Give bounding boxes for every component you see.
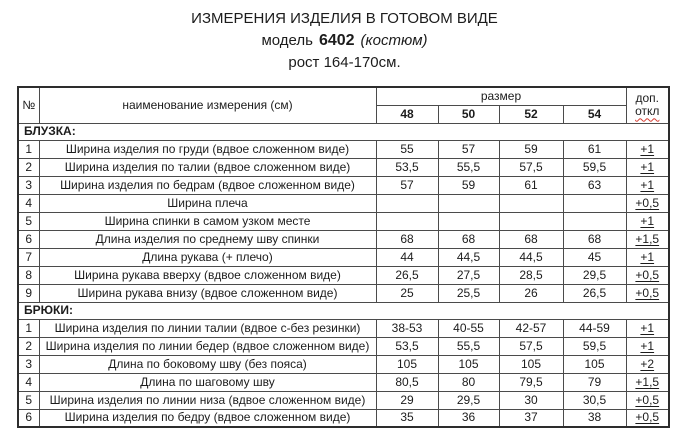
document-title-block xyxy=(0,8,689,74)
value-size-48: 53,5 xyxy=(376,337,438,355)
value-size-50: 59 xyxy=(438,176,499,194)
table-header xyxy=(18,87,669,123)
measurement-name: Ширина изделия по линии низа (вдвое сложенном виде) xyxy=(39,391,376,409)
value-size-52: 28,5 xyxy=(499,266,563,284)
section-label: БЛУЗКА: xyxy=(18,123,669,140)
tolerance-text: +1 xyxy=(640,249,655,264)
row-number: 3 xyxy=(18,355,39,373)
value-size-48 xyxy=(376,194,438,212)
tolerance-text: +1 xyxy=(640,213,655,228)
table-row xyxy=(18,176,669,194)
table-row xyxy=(18,158,669,176)
value-size-52: 37 xyxy=(499,409,563,427)
col-header-size-54: 54 xyxy=(563,105,626,123)
value-size-50: 36 xyxy=(438,409,499,427)
table-row xyxy=(18,266,669,284)
tolerance-value xyxy=(626,337,669,355)
tolerance-value xyxy=(626,266,669,284)
value-size-54: 44-59 xyxy=(563,319,626,337)
table-row xyxy=(18,248,669,266)
tolerance-value xyxy=(626,355,669,373)
value-size-52: 105 xyxy=(499,355,563,373)
value-size-50: 40-55 xyxy=(438,319,499,337)
table-row xyxy=(18,284,669,302)
value-size-48: 25 xyxy=(376,284,438,302)
value-size-52: 57,5 xyxy=(499,337,563,355)
table-row xyxy=(18,140,669,158)
row-number: 4 xyxy=(18,373,39,391)
value-size-54: 61 xyxy=(563,140,626,158)
measurement-name: Ширина плеча xyxy=(39,194,376,212)
value-size-50: 29,5 xyxy=(438,391,499,409)
value-size-48: 35 xyxy=(376,409,438,427)
tolerance-value xyxy=(626,373,669,391)
value-size-50: 105 xyxy=(438,355,499,373)
value-size-48: 44 xyxy=(376,248,438,266)
value-size-52: 42-57 xyxy=(499,319,563,337)
height-text: рост 164-170см. xyxy=(288,54,401,71)
value-size-48: 68 xyxy=(376,230,438,248)
value-size-50: 44,5 xyxy=(438,248,499,266)
value-size-48 xyxy=(376,212,438,230)
row-number: 7 xyxy=(18,248,39,266)
value-size-52: 26 xyxy=(499,284,563,302)
table-row xyxy=(18,355,669,373)
tolerance-header-line1: доп. xyxy=(635,91,659,106)
value-size-50 xyxy=(438,194,499,212)
header-row-1 xyxy=(18,87,669,105)
value-size-52 xyxy=(499,212,563,230)
value-size-48: 29 xyxy=(376,391,438,409)
model-line xyxy=(0,30,689,52)
tolerance-text: +0,5 xyxy=(635,392,660,407)
value-size-54: 29,5 xyxy=(563,266,626,284)
table-row xyxy=(18,337,669,355)
value-size-48: 38-53 xyxy=(376,319,438,337)
value-size-54: 79 xyxy=(563,373,626,391)
title-line1: ИЗМЕРЕНИЯ ИЗДЕЛИЯ В ГОТОВОМ ВИДЕ xyxy=(191,10,498,27)
tolerance-text: +1 xyxy=(640,159,655,174)
value-size-52: 44,5 xyxy=(499,248,563,266)
value-size-50: 55,5 xyxy=(438,158,499,176)
measurement-name: Длина изделия по среднему шву спинки xyxy=(39,230,376,248)
col-header-size-50: 50 xyxy=(438,105,499,123)
value-size-54: 59,5 xyxy=(563,158,626,176)
value-size-54: 45 xyxy=(563,248,626,266)
measurement-name: Ширина изделия по бедрам (вдвое сложенном виде) xyxy=(39,176,376,194)
measurement-name: Ширина спинки в самом узком месте xyxy=(39,212,376,230)
tolerance-text: +0,5 xyxy=(635,285,660,300)
model-type: (костюм) xyxy=(360,32,428,49)
table-row xyxy=(18,230,669,248)
tolerance-value xyxy=(626,248,669,266)
value-size-50: 25,5 xyxy=(438,284,499,302)
tolerance-value xyxy=(626,212,669,230)
value-size-52: 30 xyxy=(499,391,563,409)
tolerance-text: +1,5 xyxy=(635,374,660,389)
col-header-size-group: размер xyxy=(376,87,626,105)
value-size-50: 55,5 xyxy=(438,337,499,355)
value-size-52 xyxy=(499,194,563,212)
row-number: 8 xyxy=(18,266,39,284)
section-row xyxy=(18,302,669,319)
document-title xyxy=(0,8,689,30)
height-line xyxy=(0,52,689,74)
tolerance-text: +1 xyxy=(640,177,655,192)
value-size-48: 105 xyxy=(376,355,438,373)
tolerance-value xyxy=(626,391,669,409)
section-label: БРЮКИ: xyxy=(18,302,669,319)
value-size-54: 38 xyxy=(563,409,626,427)
row-number: 6 xyxy=(18,230,39,248)
col-header-size-52: 52 xyxy=(499,105,563,123)
value-size-54 xyxy=(563,194,626,212)
value-size-48: 55 xyxy=(376,140,438,158)
tolerance-text: +1 xyxy=(640,320,655,335)
col-header-size-48: 48 xyxy=(376,105,438,123)
table-row xyxy=(18,409,669,427)
table-row xyxy=(18,373,669,391)
value-size-50: 27,5 xyxy=(438,266,499,284)
table-row xyxy=(18,391,669,409)
tolerance-value xyxy=(626,409,669,427)
measurement-name: Длина по шаговому шву xyxy=(39,373,376,391)
tolerance-text: +2 xyxy=(640,356,655,371)
tolerance-text: +1 xyxy=(640,141,655,156)
table-row xyxy=(18,319,669,337)
measurement-name: Ширина изделия по талии (вдвое сложенном виде) xyxy=(39,158,376,176)
row-number: 3 xyxy=(18,176,39,194)
value-size-54: 68 xyxy=(563,230,626,248)
value-size-50: 68 xyxy=(438,230,499,248)
value-size-52: 79,5 xyxy=(499,373,563,391)
value-size-50 xyxy=(438,212,499,230)
table-body xyxy=(18,123,669,427)
tolerance-text: +0,5 xyxy=(635,410,660,425)
table-row xyxy=(18,194,669,212)
row-number: 1 xyxy=(18,140,39,158)
model-number: 6402 xyxy=(318,32,355,49)
measurement-name: Ширина изделия по линии талии (вдвое с-без резинки) xyxy=(39,319,376,337)
measurement-name: Ширина рукава вверху (вдвое сложенном виде) xyxy=(39,266,376,284)
tolerance-value xyxy=(626,176,669,194)
value-size-54 xyxy=(563,212,626,230)
col-header-tolerance xyxy=(626,87,669,123)
value-size-52: 68 xyxy=(499,230,563,248)
row-number: 9 xyxy=(18,284,39,302)
tolerance-text: +0,5 xyxy=(635,195,660,210)
tolerance-value xyxy=(626,194,669,212)
measurement-name: Длина по боковому шву (без пояса) xyxy=(39,355,376,373)
value-size-50: 57 xyxy=(438,140,499,158)
tolerance-text: +1,5 xyxy=(635,231,660,246)
value-size-54: 59,5 xyxy=(563,337,626,355)
col-header-num: № xyxy=(18,87,39,123)
measurement-name: Ширина рукава внизу (вдвое сложенном виде) xyxy=(39,284,376,302)
value-size-48: 26,5 xyxy=(376,266,438,284)
value-size-54: 30,5 xyxy=(563,391,626,409)
row-number: 1 xyxy=(18,319,39,337)
tolerance-value xyxy=(626,158,669,176)
value-size-54: 63 xyxy=(563,176,626,194)
value-size-54: 105 xyxy=(563,355,626,373)
col-header-name: наименование измерения (см) xyxy=(39,87,376,123)
tolerance-value xyxy=(626,230,669,248)
row-number: 4 xyxy=(18,194,39,212)
row-number: 6 xyxy=(18,409,39,427)
value-size-52: 57,5 xyxy=(499,158,563,176)
value-size-48: 53,5 xyxy=(376,158,438,176)
value-size-52: 59 xyxy=(499,140,563,158)
measurement-name: Длина рукава (+ плечо) xyxy=(39,248,376,266)
model-label: модель xyxy=(261,32,313,49)
tolerance-text: +1 xyxy=(640,338,655,353)
tolerance-header-line2: откл xyxy=(635,104,660,119)
section-row xyxy=(18,123,669,140)
measurement-name: Ширина изделия по линии бедер (вдвое сложенном виде) xyxy=(39,337,376,355)
value-size-48: 80,5 xyxy=(376,373,438,391)
row-number: 2 xyxy=(18,337,39,355)
tolerance-value xyxy=(626,319,669,337)
tolerance-value xyxy=(626,140,669,158)
value-size-48: 57 xyxy=(376,176,438,194)
measurement-name: Ширина изделия по груди (вдвое сложенном виде) xyxy=(39,140,376,158)
row-number: 5 xyxy=(18,391,39,409)
row-number: 2 xyxy=(18,158,39,176)
value-size-50: 80 xyxy=(438,373,499,391)
value-size-52: 61 xyxy=(499,176,563,194)
row-number: 5 xyxy=(18,212,39,230)
value-size-54: 26,5 xyxy=(563,284,626,302)
measurement-name: Ширина изделия по бедру (вдвое сложенном виде) xyxy=(39,409,376,427)
table-row xyxy=(18,212,669,230)
tolerance-text: +0,5 xyxy=(635,267,660,282)
measurements-table xyxy=(17,86,670,428)
tolerance-value xyxy=(626,284,669,302)
